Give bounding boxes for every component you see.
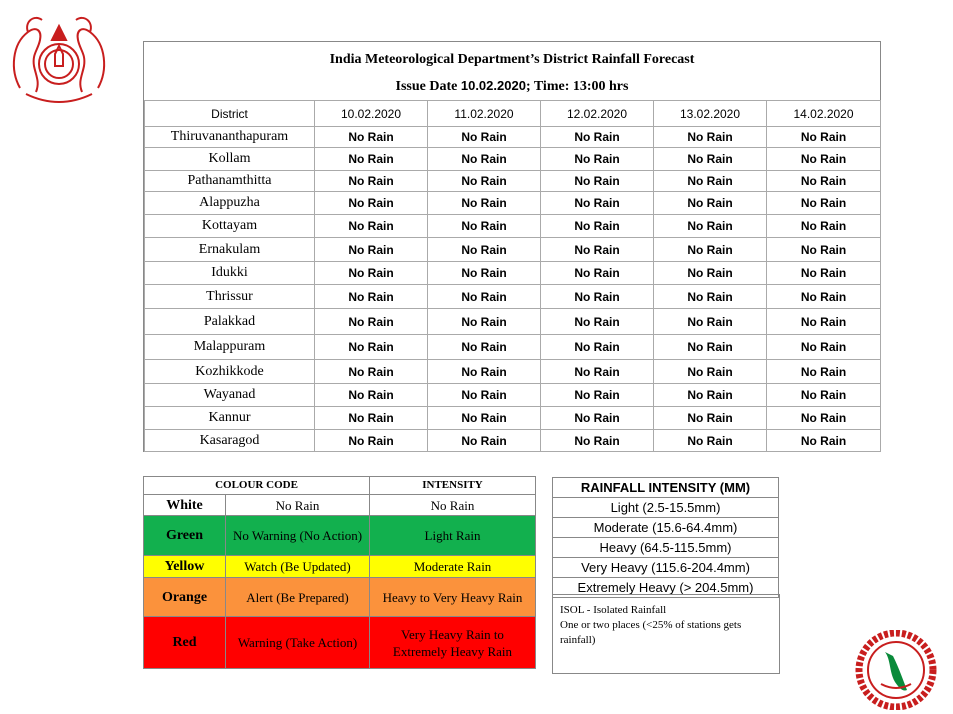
isol-line: rainfall) <box>560 634 596 646</box>
colour-name: Orange <box>144 578 226 617</box>
colour-name: White <box>144 495 226 516</box>
district-name: Ernakulam <box>145 238 315 262</box>
intensity-header: INTENSITY <box>370 477 536 495</box>
forecast-cell: No Rain <box>541 360 654 384</box>
colour-action: Watch (Be Updated) <box>226 556 370 578</box>
forecast-cell: No Rain <box>428 148 541 171</box>
forecast-cell: No Rain <box>315 215 428 238</box>
colour-code-row <box>144 495 536 516</box>
colour-intensity: No Rain <box>370 495 536 516</box>
forecast-cell: No Rain <box>767 192 881 215</box>
forecast-cell: No Rain <box>428 192 541 215</box>
isol-line: ISOL - Isolated Rainfall <box>560 604 667 616</box>
colour-intensity: Light Rain <box>370 516 536 556</box>
rainfall-intensity-row <box>553 518 779 538</box>
forecast-cell: No Rain <box>541 384 654 407</box>
forecast-cell: No Rain <box>654 127 767 148</box>
forecast-cell: No Rain <box>654 384 767 407</box>
colour-intensity: Moderate Rain <box>370 556 536 578</box>
table-row <box>145 238 881 262</box>
rainfall-intensity-item: Heavy (64.5-115.5mm) <box>553 538 779 558</box>
rainfall-intensity-item: Extremely Heavy (> 204.5mm) <box>553 578 779 598</box>
colour-action: Alert (Be Prepared) <box>226 578 370 617</box>
forecast-cell: No Rain <box>654 192 767 215</box>
forecast-cell: No Rain <box>541 335 654 360</box>
forecast-cell: No Rain <box>654 262 767 285</box>
page-title: India Meteorological Department’s District Rainfall Forecast <box>329 52 695 67</box>
table-row <box>145 262 881 285</box>
date-column-header: 10.02.2020 <box>315 101 428 127</box>
forecast-cell: No Rain <box>315 238 428 262</box>
forecast-cell: No Rain <box>767 384 881 407</box>
district-name: Kasaragod <box>145 430 315 452</box>
forecast-cell: No Rain <box>428 127 541 148</box>
rainfall-intensity-row <box>553 498 779 518</box>
rainfall-intensity-item: Very Heavy (115.6-204.4mm) <box>553 558 779 578</box>
forecast-cell: No Rain <box>428 285 541 309</box>
forecast-cell: No Rain <box>541 262 654 285</box>
table-row <box>145 360 881 384</box>
forecast-cell: No Rain <box>767 171 881 192</box>
district-name: Palakkad <box>145 309 315 335</box>
table-row <box>145 285 881 309</box>
forecast-cell: No Rain <box>654 238 767 262</box>
forecast-cell: No Rain <box>315 192 428 215</box>
table-row <box>145 127 881 148</box>
district-name: Kottayam <box>145 215 315 238</box>
forecast-cell: No Rain <box>428 238 541 262</box>
forecast-cell: No Rain <box>315 127 428 148</box>
forecast-cell: No Rain <box>654 285 767 309</box>
forecast-cell: No Rain <box>428 309 541 335</box>
forecast-cell: No Rain <box>767 262 881 285</box>
forecast-cell: No Rain <box>541 285 654 309</box>
table-row <box>145 148 881 171</box>
kerala-emblem-icon <box>6 10 112 110</box>
colour-code-row <box>144 578 536 617</box>
colour-intensity: Heavy to Very Heavy Rain <box>370 578 536 617</box>
district-name: Kollam <box>145 148 315 171</box>
forecast-cell: No Rain <box>315 309 428 335</box>
forecast-cell: No Rain <box>767 360 881 384</box>
rainfall-intensity-item: Light (2.5-15.5mm) <box>553 498 779 518</box>
colour-name: Yellow <box>144 556 226 578</box>
district-name: Thrissur <box>145 285 315 309</box>
rainfall-intensity-table <box>552 477 779 598</box>
forecast-cell: No Rain <box>315 148 428 171</box>
forecast-cell: No Rain <box>315 262 428 285</box>
issue-time: ; Time: 13:00 hrs <box>525 79 629 94</box>
district-name: Wayanad <box>145 384 315 407</box>
district-name: Alappuzha <box>145 192 315 215</box>
colour-action: Warning (Take Action) <box>226 617 370 669</box>
colour-action: No Warning (No Action) <box>226 516 370 556</box>
forecast-cell: No Rain <box>315 407 428 430</box>
forecast-cell: No Rain <box>654 430 767 452</box>
forecast-cell: No Rain <box>428 430 541 452</box>
forecast-cell: No Rain <box>315 285 428 309</box>
district-name: Malappuram <box>145 335 315 360</box>
date-column-header: 13.02.2020 <box>654 101 767 127</box>
forecast-cell: No Rain <box>654 215 767 238</box>
forecast-cell: No Rain <box>541 171 654 192</box>
forecast-cell: No Rain <box>541 215 654 238</box>
district-name: Thiruvananthapuram <box>145 127 315 148</box>
isol-line: One or two places (<25% of stations gets <box>560 619 742 631</box>
district-name: Idukki <box>145 262 315 285</box>
colour-code-row <box>144 516 536 556</box>
date-column-header: 12.02.2020 <box>541 101 654 127</box>
rainfall-intensity-row <box>553 538 779 558</box>
forecast-cell: No Rain <box>428 407 541 430</box>
forecast-cell: No Rain <box>767 309 881 335</box>
forecast-cell: No Rain <box>315 384 428 407</box>
kerala-state-disaster-management-authority-logo <box>855 630 937 710</box>
forecast-cell: No Rain <box>541 238 654 262</box>
forecast-cell: No Rain <box>541 430 654 452</box>
rainfall-intensity-row <box>553 558 779 578</box>
forecast-cell: No Rain <box>654 148 767 171</box>
forecast-cell: No Rain <box>541 148 654 171</box>
district-name: Kozhikkode <box>145 360 315 384</box>
colour-code-header: COLOUR CODE <box>144 477 370 495</box>
forecast-cell: No Rain <box>428 335 541 360</box>
colour-name: Green <box>144 516 226 556</box>
issue-date: 10.02.2020 <box>460 78 526 93</box>
forecast-cell: No Rain <box>428 384 541 407</box>
forecast-cell: No Rain <box>654 407 767 430</box>
table-header-row <box>145 101 881 127</box>
table-row <box>145 215 881 238</box>
rainfall-intensity-item: Moderate (15.6-64.4mm) <box>553 518 779 538</box>
forecast-cell: No Rain <box>315 360 428 384</box>
forecast-cell: No Rain <box>541 309 654 335</box>
date-column-header: 11.02.2020 <box>428 101 541 127</box>
forecast-cell: No Rain <box>428 360 541 384</box>
colour-name: Red <box>144 617 226 669</box>
colour-code-row <box>144 617 536 669</box>
table-row <box>145 430 881 452</box>
forecast-cell: No Rain <box>767 407 881 430</box>
district-column-header: District <box>145 101 315 127</box>
forecast-cell: No Rain <box>654 309 767 335</box>
forecast-table <box>144 100 881 452</box>
table-row <box>145 384 881 407</box>
issue-date-prefix: Issue Date <box>395 79 461 94</box>
forecast-cell: No Rain <box>654 360 767 384</box>
forecast-cell: No Rain <box>767 285 881 309</box>
forecast-cell: No Rain <box>767 148 881 171</box>
issue-date-line <box>144 78 880 95</box>
colour-action: No Rain <box>226 495 370 516</box>
table-row <box>145 335 881 360</box>
forecast-cell: No Rain <box>315 171 428 192</box>
table-row <box>145 192 881 215</box>
district-name: Kannur <box>145 407 315 430</box>
forecast-cell: No Rain <box>767 127 881 148</box>
forecast-cell: No Rain <box>767 215 881 238</box>
forecast-cell: No Rain <box>654 335 767 360</box>
rainfall-intensity-header-row <box>553 478 779 498</box>
forecast-cell: No Rain <box>428 262 541 285</box>
colour-code-header-row <box>144 477 536 495</box>
forecast-cell: No Rain <box>767 335 881 360</box>
colour-code-row <box>144 556 536 578</box>
forecast-cell: No Rain <box>428 171 541 192</box>
forecast-cell: No Rain <box>315 335 428 360</box>
forecast-cell: No Rain <box>428 215 541 238</box>
forecast-cell: No Rain <box>654 171 767 192</box>
forecast-cell: No Rain <box>541 192 654 215</box>
forecast-cell: No Rain <box>541 407 654 430</box>
colour-code-table <box>143 476 536 669</box>
table-row <box>145 407 881 430</box>
table-row <box>145 309 881 335</box>
date-column-header: 14.02.2020 <box>767 101 881 127</box>
rainfall-intensity-title: RAINFALL INTENSITY (MM) <box>553 478 779 498</box>
forecast-cell: No Rain <box>315 430 428 452</box>
isol-note <box>552 594 780 674</box>
colour-intensity: Very Heavy Rain to Extremely Heavy Rain <box>370 617 536 669</box>
district-forecast-panel <box>143 41 881 452</box>
district-name: Pathanamthitta <box>145 171 315 192</box>
forecast-cell: No Rain <box>767 430 881 452</box>
forecast-cell: No Rain <box>767 238 881 262</box>
table-row <box>145 171 881 192</box>
forecast-cell: No Rain <box>541 127 654 148</box>
